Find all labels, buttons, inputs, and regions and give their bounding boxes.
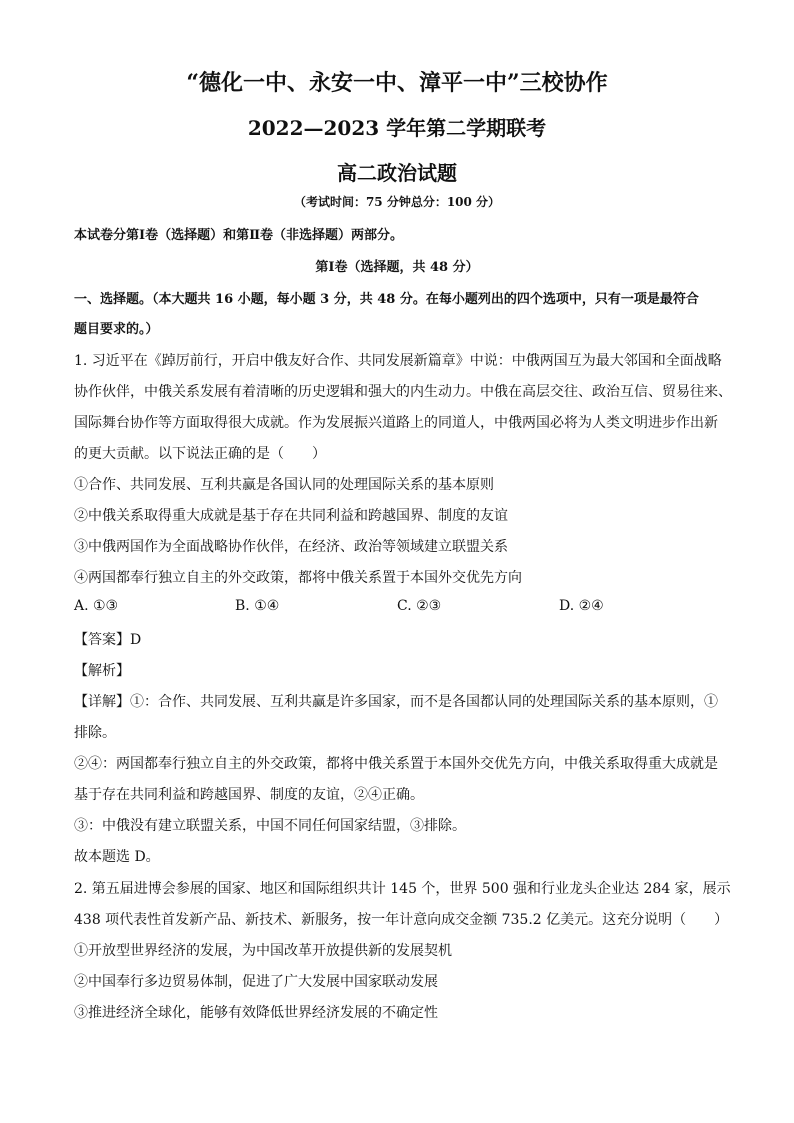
q1-option-c: C. ②③ — [397, 598, 442, 614]
section-instructions-line: 题目要求的。） — [74, 322, 159, 337]
exam-time-info: （考试时间：75 分钟总分：100 分） — [293, 195, 501, 209]
q1-stem-line: 协作伙伴，中俄关系发展有着清晰的历史逻辑和强大的内生动力。中俄在高层交往、政治互信、贸易往来、 — [74, 384, 732, 400]
q1-stem-line: 1. 习近平在《踔厉前行，开启中俄友好合作、共同发展新篇章》中说：中俄两国互为最大邻国和全面战略 — [74, 353, 722, 369]
q1-statement: ①合作、共同发展、互利共赢是各国认同的处理国际关系的基本原则 — [74, 477, 494, 493]
q2-statement: ②中国奉行多边贸易体制，促进了广大发展中国家联动发展 — [74, 974, 438, 990]
q1-statement: ③中俄两国作为全面战略协作伙伴，在经济、政治等领域建立联盟关系 — [74, 539, 508, 555]
q1-answer: 【答案】D — [74, 632, 142, 648]
q1-option-b: B. ①④ — [235, 598, 280, 614]
q2-statement: ①开放型世界经济的发展，为中国改革开放提供新的发展契机 — [74, 943, 452, 959]
section-heading: 第Ⅰ卷（选择题，共 48 分） — [315, 260, 479, 275]
q1-detail-line: ③：中俄没有建立联盟关系，中国不同任何国家结盟，③排除。 — [74, 818, 466, 834]
paper-intro: 本试卷分第Ⅰ卷（选择题）和第Ⅱ卷（非选择题）两部分。 — [74, 228, 404, 243]
exam-title-term: 2022—2023 学年第二学期联考 — [247, 116, 547, 140]
q1-detail-line: 【详解】①：合作、共同发展、互利共赢是许多国家，而不是各国都认同的处理国际关系的基本原则，① — [74, 694, 718, 710]
exam-title-schools: “德化一中、永安一中、漳平一中”三校协作 — [186, 70, 608, 96]
q1-statement: ②中俄关系取得重大成就是基于存在共同利益和跨越国界、制度的友谊 — [74, 508, 508, 524]
q1-stem-line: 国际舞台协作等方面取得很大成就。作为发展振兴道路上的同道人，中俄两国必将为人类文明进步作出新 — [74, 415, 718, 431]
q2-statement: ③推进经济全球化，能够有效降低世界经济发展的不确定性 — [74, 1005, 438, 1021]
q1-option-a: A. ①③ — [74, 598, 119, 614]
q1-detail-line: 基于存在共同利益和跨越国界、制度的友谊，②④正确。 — [74, 787, 424, 803]
q1-statement: ④两国都奉行独立自主的外交政策，都将中俄关系置于本国外交优先方向 — [74, 570, 522, 586]
q2-stem-line: 2. 第五届进博会参展的国家、地区和国际组织共计 145 个，世界 500 强和行业龙头企业达 284 家，展示 — [74, 881, 731, 897]
q1-detail-line: 故本题选 D。 — [74, 849, 160, 865]
q1-detail-line: 排除。 — [74, 725, 116, 741]
q1-stem-line: 的更大贡献。以下说法正确的是（ ） — [74, 446, 326, 462]
q1-option-d: D. ②④ — [559, 598, 604, 614]
q2-stem-line: 438 项代表性首发新产品、新技术、新服务，按一年计意向成交金额 735.2 亿美元。这充分说明（ ） — [74, 912, 729, 928]
q1-detail-line: ②④：两国都奉行独立自主的外交政策，都将中俄关系置于本国外交优先方向，中俄关系取得重大成就是 — [74, 756, 718, 772]
exam-title-subject: 高二政治试题 — [337, 161, 457, 185]
q1-analysis-label: 【解析】 — [74, 663, 130, 679]
section-instructions-line: 一、选择题。（本大题共 16 小题，每小题 3 分，共 48 分。在每小题列出的四个选项中，只有一项是最符合 — [74, 292, 699, 307]
